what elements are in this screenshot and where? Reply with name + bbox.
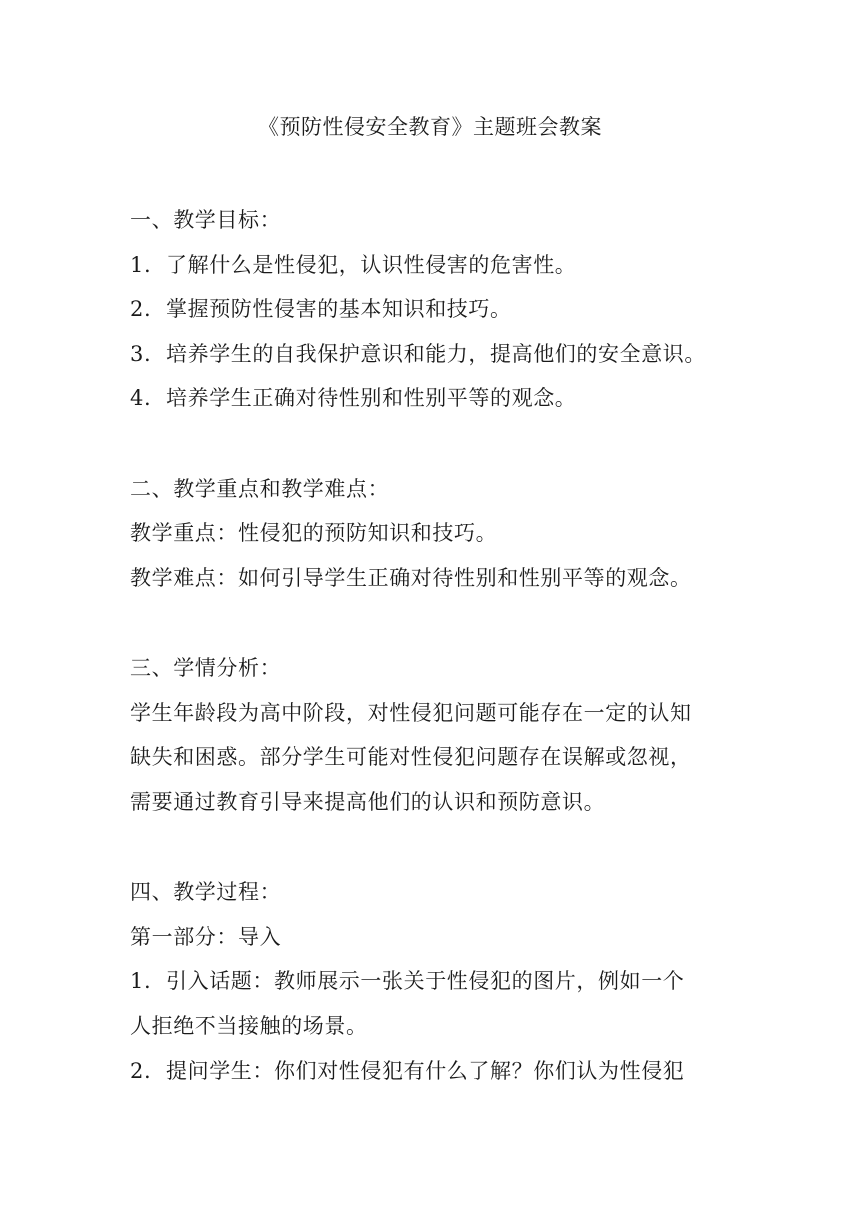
process-item-continuation: 人拒绝不当接触的场景。	[130, 1014, 368, 1038]
item-text: 了解什么是性侵犯，认识性侵害的危害性。	[166, 253, 577, 277]
document-title: 《预防性侵安全教育》主题班会教案	[258, 115, 602, 139]
item-number: 2.	[130, 1059, 152, 1083]
section-heading-key-points: 二、教学重点和教学难点：	[130, 477, 390, 501]
item-text: 引入话题：教师展示一张关于性侵犯的图片，例如一个	[166, 969, 685, 993]
process-item	[130, 966, 740, 996]
item-number: 3.	[130, 342, 152, 366]
analysis-line: 需要通过教育引导来提高他们的认识和预防意识。	[130, 790, 606, 814]
item-number: 4.	[130, 386, 152, 410]
section-heading-objectives: 一、教学目标：	[130, 208, 282, 232]
item-number: 1.	[130, 253, 152, 277]
objective-item	[130, 383, 740, 413]
item-text: 培养学生的自我保护意识和能力，提高他们的安全意识。	[166, 342, 706, 366]
objective-item	[130, 250, 740, 280]
objective-item	[130, 339, 740, 369]
item-number: 2.	[130, 297, 152, 321]
item-text: 提问学生：你们对性侵犯有什么了解？你们认为性侵犯	[166, 1059, 685, 1083]
item-text: 掌握预防性侵害的基本知识和技巧。	[166, 297, 512, 321]
part-heading: 第一部分：导入	[130, 925, 282, 949]
section-heading-analysis: 三、学情分析：	[130, 656, 282, 680]
process-item	[130, 1056, 740, 1086]
objective-item	[130, 294, 740, 324]
item-text: 培养学生正确对待性别和性别平等的观念。	[166, 386, 577, 410]
analysis-line: 学生年龄段为高中阶段，对性侵犯问题可能存在一定的认知	[130, 701, 692, 725]
section-heading-process: 四、教学过程：	[130, 880, 282, 904]
teaching-difficulty: 教学难点：如何引导学生正确对待性别和性别平等的观念。	[130, 566, 692, 590]
teaching-focus: 教学重点：性侵犯的预防知识和技巧。	[130, 521, 498, 545]
analysis-line: 缺失和困惑。部分学生可能对性侵犯问题存在误解或忽视，	[130, 745, 692, 769]
item-number: 1.	[130, 969, 152, 993]
